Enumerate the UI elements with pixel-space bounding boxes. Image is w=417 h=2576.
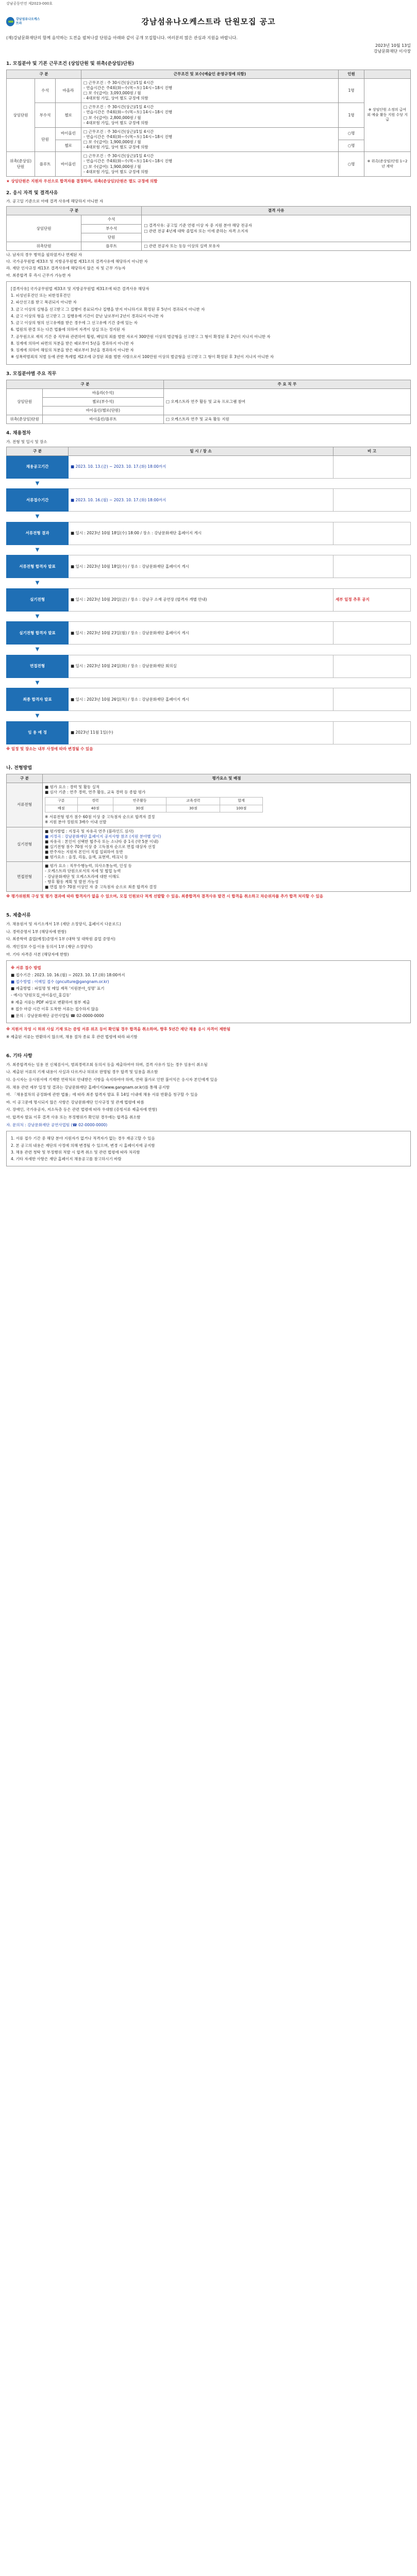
duty-th-duty: 주 요 직 무 [163,380,410,388]
elig-k2: 수석 [81,215,141,224]
sched-th-note: 비 고 [333,447,411,455]
submission-title: ※ 서류 접수 방법 [11,965,41,971]
duties-table [6,380,411,425]
section1-title: 1. 모집분야 및 기본 근무조건 (상임단원 및 위촉(준상임)단원) [6,61,135,66]
section2-sub: 가. 공고일 기준으로 아래 결격 사유에 해당하지 아니한 자 [6,199,104,204]
row-part: 첼로 [56,140,81,152]
list-item: ※ 성폭력범죄의 처벌 등에 관한 특례법 제2조에 규정된 죄를 범한 사람으로서 100만원 이상의 벌금형을 선고받고 그 형이 확정된 후 3년이 지나지 아니한 자 [11,354,274,360]
sched-desc: ■ 2023년 11월 1일(수) [69,721,333,744]
list-item: 3. 금고 이상의 실형을 선고받고 그 집행이 종료되거나 집행을 받지 아니하기로 확정된 후 5년이 경과되지 아니한 자 [11,307,205,312]
duty-k2: 바올라(수석) [43,388,164,397]
section4-sub: 가. 전형 및 일시 및 장소 [6,439,47,444]
list-item: 나. 경력증명서 1부 (해당자에 한함) [6,929,66,934]
list-item: ※ 제출 서류는 PDF 파일로 변환하여 첨부 제출 [11,999,90,1005]
list-item: 라. 채용 관련 세부 일정 및 결과는 강남문화재단 홈페이지(www.gangnam.or.kr)를 통해 공지함 [6,1084,170,1090]
eligibility-list [6,252,411,278]
sched-step: 채용공고기간 [7,455,69,478]
row-part: 바올라 [56,78,81,103]
submission-box [6,960,411,1023]
sched-desc: ■ 일시 : 2023년 10월 20일(금) / 장소 : 강남구 소재 공연장 (합격자 개별 안내) [69,588,333,611]
sched-desc: ■ 2023. 10. 16.(월) ~ 2023. 10. 17.(화) 18:00까지 [69,489,333,512]
row-part: 첼로 [56,103,81,128]
sched-desc: ■ 일시 : 2023년 10월 24일(화) / 장소 : 강남문화재단 회의실 [69,655,333,677]
list-item: 4. 금고 이상의 형을 선고받고 그 집행유예 기간이 끝난 날로부터 2년이 경과되지 아니한 자 [11,313,164,318]
sched-step: 면접전형 [7,655,69,677]
down-arrow-icon: ▼ [35,680,40,686]
down-arrow-icon: ▼ [35,514,40,520]
list-item: 7. 공무원으로 재직 기간 중 직무와 관련하여 횡령, 배임의 죄를 범한 자로서 300만원 이상의 벌금형을 선고받고 그 형이 확정된 후 2년이 지나지 아니한 자 [11,334,271,339]
row-count: ○명 [339,152,364,177]
intro-text: (재)강남문화재단의 함께 음악하는 도전을 펼쳐나갈 단원을 아래와 같이 공개 모집합니다. 여러분의 많은 관심과 지원을 바랍니다. [6,36,238,40]
list-item: 5. 금고 이상의 형의 선고유예를 받은 경우에 그 선고유예 기간 중에 있는 자 [11,320,138,326]
list-item: ※ 지원서 작성 시 허위 사실 기재 또는 증빙 서류 위조 등이 확인될 경우 합격을 취소하며, 향후 5년간 재단 채용 응시 자격이 제한됨 [6,1027,231,1032]
list-item: 자. 문의처 : 강남문화재단 공연사업팀 (☎ 02-0000-0000) [6,1122,108,1127]
schedule-table [6,447,411,744]
list-item: [결격사유] 국가공무원법 제33조 및 지방공무원법 제31조에 따른 결격사유 해당자 [11,286,149,291]
list-item: 바. 이 공고문에 명시되지 않은 사항은 강남문화재단 인사규정 및 관계 법령에 따름 [6,1099,144,1105]
list-item: ■ 접수방법 : 이메일 접수 (gnculture@gangnam.or.kr) [11,979,109,984]
row-sub: 부수석 [35,103,56,128]
list-item: 다. 최종학력 졸업(예정)증명서 1부 (대학 및 대학원 졸업 증명서) [6,937,115,942]
list-item: 가. 채용원서 및 자기소개서 1부 (재단 소정양식, 홈페이지 다운로드) [6,922,121,927]
list-item: 3. 채용 관련 청탁 및 부정행위 적발 시 합격 취소 및 관련 법령에 따라 처리함 [11,1149,140,1155]
row-conditions: □ 근무조건 : 주 30시간(상근)/1일 4시간 - 연습시간은 주4회(화~수/목~토) 14시~18시 진행 □ 보 수(급여): 1,900,000원 / 월 - 4대보험 가입, 상여 별도 규정에 의함 [81,127,339,152]
documents-list [6,921,411,957]
eval-doc-content: ■ 평가 요소 : 경력 및 활동 실적 ■ 심사 기준 : 연주 경력, 연주 활동, 교육 경력 등 종합 평가 구분 경력 연주활동 교육경력 합계 배점 40점 30점 30점 100점 ※ 서류전형 평가 점수 60점 이상 중 고득점자 순으로 합격자 결정 ※ 지원 분야 정원의 3배수 이내 선발 [43,783,411,827]
list-item: 나. 제출된 서류의 기재 내용이 사실과 다르거나 허위로 판명될 경우 합격 및 임용을 취소함 [6,1070,158,1075]
doc-number: 강남공동안전 제2023-000호 [6,2,53,6]
row-count: ○명 [339,140,364,152]
section4-title: 4. 채용절차 [6,431,31,436]
group-regular: 상임단원 [7,78,35,152]
down-arrow-icon: ▼ [35,480,40,486]
sched-th-when: 일 시 / 장 소 [69,447,333,455]
section5-title: 나. 전형방법 [6,765,32,771]
row-sub: 플루트 [35,152,56,177]
sched-note [333,721,411,744]
sched-note [333,555,411,578]
eval-th-category: 구 분 [7,774,43,783]
down-arrow-icon: ▼ [35,613,40,619]
section1-note: ★ 상임단원은 지원자 우선으로 합격자를 결정하며, 위촉(준상임)단원은 별도 규정에 의함 [6,178,158,183]
section2-title: 2. 응시 자격 및 결격사유 [6,190,58,196]
sched-note [333,522,411,545]
sched-step: 임 용 예 정 [7,721,69,744]
sched-step: 최종 합격자 발표 [7,688,69,711]
list-item: 가. 최종합격자는 임용 전 신체검사서, 범죄경력조회 동의서 등을 제출하여야 하며, 결격 사유가 있는 경우 임용이 취소됨 [6,1062,208,1067]
recruit-table [6,70,411,177]
elig-k2: 부수석 [81,224,141,233]
row-count: 1명 [339,78,364,103]
list-item: 1. 피성년후견인 또는 피한정후견인 [11,293,71,298]
list-item: 다. 국가공무원법 제33조 및 지방공무원법 제31조의 결격사유에 해당하지 아니한 자 [6,259,148,264]
duty-th-category: 구 분 [7,380,164,388]
list-item: ※ 접수 마감 시간 이후 도착한 서류는 접수하지 않음 [11,1006,99,1011]
sched-step: 서류전형 결과 [7,522,69,545]
list-item: 마. 「채용절차의 공정화에 관한 법률」에 따라 최종 합격자 발표 후 14일 이내에 채용 서류 반환을 청구할 수 있음 [6,1092,198,1097]
sched-note [333,455,411,478]
row-conditions: □ 근무조건 : 주 30시간(상근)/1일 4시간 - 연습시간은 주4회(화~수/목~토) 14시~18시 진행 □ 보 수(급여): 2,800,000원 / 월 - 4대보험 가입, 상여 별도 규정에 의함 [81,103,339,128]
elig-k1: 상임단원 [7,215,81,242]
row-part: 바이올린 [56,127,81,140]
orchestra-logo [6,15,42,28]
eligibility-table [6,206,411,251]
section3-title: 3. 모집분야별 주요 직무 [6,371,57,377]
list-item: ■ 제출방법 : 파일명 및 메일 제목 '지원분야_성명' 표기 [11,986,105,991]
sched-step: 실기전형 [7,588,69,611]
list-item: 6. 법원의 판결 또는 다른 법률에 의하여 자격이 상실 또는 정지된 자 [11,327,125,332]
sched-note [333,489,411,512]
elig-k1: 위촉단원 [7,242,81,250]
list-item: ※ 제출된 서류는 반환하지 않으며, 채용 절차 종료 후 관련 법령에 따라 파기함 [6,1034,138,1039]
list-item: 2. 본 공고의 내용은 재단의 사정에 의해 변경될 수 있으며, 변경 시 홈페이지에 공지함 [11,1143,155,1148]
down-arrow-icon: ▼ [35,647,40,653]
list-item: 8. 징계에 의하여 파면의 처분을 받은 때로부터 5년을 경과하지 아니한 자 [11,341,134,346]
down-arrow-icon: ▼ [35,580,40,586]
other-list [6,1062,411,1128]
elig-th-category: 구 분 [7,207,142,215]
duty-value: □ 오케스트라 연주 및 교육 활동 지원 [163,415,410,424]
eval-interview-content: ■ 평가 요소 : 직무수행능력, 의사소통능력, 인성 등 - 오케스트라 단원으로서의 자세 및 협업 능력 - 강남문화재단 및 오케스트라에 대한 이해도 - 향후 활동 계획 및 발전 가능성 ■ 면접 점수 70점 이상인 자 중 고득점자 순으로 최종 합격자 결정 [43,862,411,892]
logo-text: 강남섬유나오케스트라 [15,17,40,25]
down-arrow-icon: ▼ [35,713,40,719]
eval-interview-label: 면접전형 [7,862,43,892]
duty-k2: 첼로(부수석) [43,398,164,406]
eval-th-criteria: 평가요소 및 배점 [43,774,411,783]
list-item: 마. 기타 자격증 사본 (해당자에 한함) [6,952,69,957]
sched-step: 서류전형 합격자 발표 [7,555,69,578]
sched-desc: ■ 2023. 10. 13.(금) ~ 2023. 10. 17.(화) 18:00까지 [69,455,333,478]
list-item: 2. 파산선고를 받고 복권되지 아니한 자 [11,300,77,305]
elig-k2: 플루트 [81,242,141,250]
evaluation-note: ※ 평가위원회 구성 및 평가 결과에 따라 합격자가 없을 수 있으며, 모집 인원보다 적게 선발할 수 있음. 최종합격자 결격사유 발견 시 합격을 취소하고 차순위자를 추가 합격 처리할 수 있음 [6,893,323,899]
sched-note: 세부 일정 추후 공지 [333,588,411,611]
list-item: 9. 징계에 의하여 해임의 처분을 받은 때로부터 3년을 경과하지 아니한 자 [11,348,134,353]
duty-k2: 바이올린/첼로(단원) [43,406,164,415]
list-item: ■ 접수기간 : 2023. 10. 16.(월) ~ 2023. 10. 17.(화) 18:00까지 [11,972,125,977]
duty-k2: 바이올린/플루트 [43,415,164,424]
sched-step: 실기전형 합격자 발표 [7,622,69,645]
sched-desc: ■ 일시 : 2023년 10월 18일(수) / 장소 : 강남문화재단 홈페이지 게시 [69,555,333,578]
recruit-th-conditions: 근무조건 및 보수(예술인 운영규정에 의함) [81,70,339,78]
section7-title: 6. 기타 사항 [6,1053,32,1059]
other-box [6,1131,411,1166]
group-side-note: ※ 상임단원 소정의 급여 외 예술 활동 지원 수당 지급 [364,78,411,152]
elig-k2: 단원 [81,233,141,242]
duty-k1: 위촉(준상임)단원 [7,415,43,424]
list-item: - 예시) '단원모집_바이올린_홍길동' [11,993,71,998]
sched-desc: ■ 일시 : 2023년 10월 26일(목) / 장소 : 강남문화재단 홈페이지 게시 [69,688,333,711]
list-item: 1. 서류 접수 기간 중 해당 분야 지원자가 없거나 적격자가 없는 경우 재공고할 수 있음 [11,1136,155,1141]
evaluation-table [6,774,411,892]
row-sub: 수석 [35,78,56,103]
recruit-th-category: 구 분 [7,70,81,78]
eval-practical-label: 실기전형 [7,827,43,862]
sched-note [333,655,411,677]
schedule-note: ※ 일정 및 장소는 내부 사정에 따라 변경될 수 있음 [6,746,93,751]
notice-page [0,0,417,1185]
list-item: 나. 남자의 경우 병역을 필하였거나 면제된 자 [6,252,82,257]
group-contract: 위촉(준상임)단원 [7,152,35,177]
sched-th-step: 구 분 [7,447,69,455]
eval-doc-label: 서류전형 [7,783,43,827]
eval-practical-content: ■ 평가방법 : 지정곡 및 자유곡 연주 (블라인드 심사) ■ 지정곡 : 강남문화재단 홈페이지 공지사항 참조 (지원 분야별 상이) ■ 자유곡 : 본인이 선택한 협주곡 또는 소나타 중 1곡 (약 5분 이내) ■ 실기전형 점수 70점 이상 중 고득점자 순으로 면접 대상자 선정 ■ 반주자는 지원자 본인이 직접 섭외하여 동반 ■ 평가요소 : 음정, 리듬, 음색, 표현력, 테크닉 등 [43,827,411,862]
elig-th-reason: 결격 사유 [142,207,411,215]
doc-score-table: 구분 경력 연주활동 교육경력 합계 배점 40점 30점 30점 100점 [45,797,263,812]
list-item: ■ 문의 : 강남문화재단 공연사업팀 ☎ 02-0000-0000 [11,1013,104,1019]
sched-step: 서류접수기간 [7,489,69,512]
list-item: 아. 합격자 발표 이후 결격 사유 또는 부정행위가 확인된 경우에는 합격을 취소함 [6,1115,141,1120]
sched-note [333,688,411,711]
elig-value: □ 관련 전공자 또는 동등 이상의 실력 보유자 [142,242,411,250]
submission-extra [6,1026,411,1040]
list-item: 마. 최종합격 후 즉시 근무가 가능한 자 [6,273,71,278]
row-part: 바이올린 [56,152,81,177]
section6-title: 5. 제출서류 [6,913,31,919]
list-item: 4. 기타 자세한 사항은 재단 홈페이지 채용공고를 참고하시기 바람 [11,1157,122,1162]
duty-k1: 상임단원 [7,388,43,415]
notice-date: 2023년 10월 13일 [375,43,411,48]
recruit-th-count: 인원 [339,70,364,78]
sched-note [333,622,411,645]
list-item: 다. 응시자는 응시원서에 기재한 연락처로 안내받은 사항을 숙지하여야 하며, 연락 불가로 인한 불이익은 응시자 본인에게 있음 [6,1077,218,1082]
sched-desc: ■ 일시 : 2023년 10월 18일(수) 18:00 / 장소 : 강남문화재단 홈페이지 게시 [69,522,333,545]
list-item: 라. 재단 인사규정 제13조 결격사유에 해당하지 않은 자 및 근무 가능자 [6,266,126,271]
elig-value: □ 결격사유: 공고일 기준 연령 이상 자 중 지원 분야 해당 전공자 □ 관련 전공 4년제 대학 졸업자 또는 이에 준하는 자격 소지자 [142,215,411,242]
down-arrow-icon: ▼ [35,547,40,553]
row-sub: 단원 [35,127,56,152]
row-conditions: □ 근무조건 : 주 30시간(상근)/1일 4시간 - 연습시간은 주4회(화~수/목~토) 14시~18시 진행 □ 보 수(급여): 3,093,000원 / 월 - 4대보험 가입, 상여 별도 규정에 의함 [81,78,339,103]
logo-mark-icon [6,17,14,26]
row-conditions: □ 근무조건 : 주 30시간(상근)/1일 4시간 - 연습시간은 주4회(화~수/목~토) 14시~18시 진행 □ 보 수(급여): 1,900,000원 / 월 - 4대보험 가입, 상여 별도 규정에 의함 [81,152,339,177]
row-count: ○명 [339,127,364,140]
group-side-note: ※ 위촉(준상임)단원 1~2년 계약 [364,152,411,177]
row-count: 1명 [339,103,364,128]
notice-org: 강남문화재단 이사장 [373,48,411,54]
disqualification-box [6,281,411,365]
doc-title: 강남섬유나오케스트라 단원모집 공고 [141,16,276,26]
sched-desc: ■ 일시 : 2023년 10월 23일(월) / 장소 : 강남문화재단 홈페이지 게시 [69,622,333,645]
list-item: 사. 장애인, 국가유공자, 저소득층 등은 관련 법령에 따라 우대함 (증빙서류 제출자에 한함) [6,1107,157,1112]
header [6,11,411,32]
list-item: 라. 개인정보 수집·이용 동의서 1부 (재단 소정양식) [6,944,93,950]
duty-value: □ 오케스트라 연주 활동 및 교육 프로그램 참여 [163,388,410,415]
